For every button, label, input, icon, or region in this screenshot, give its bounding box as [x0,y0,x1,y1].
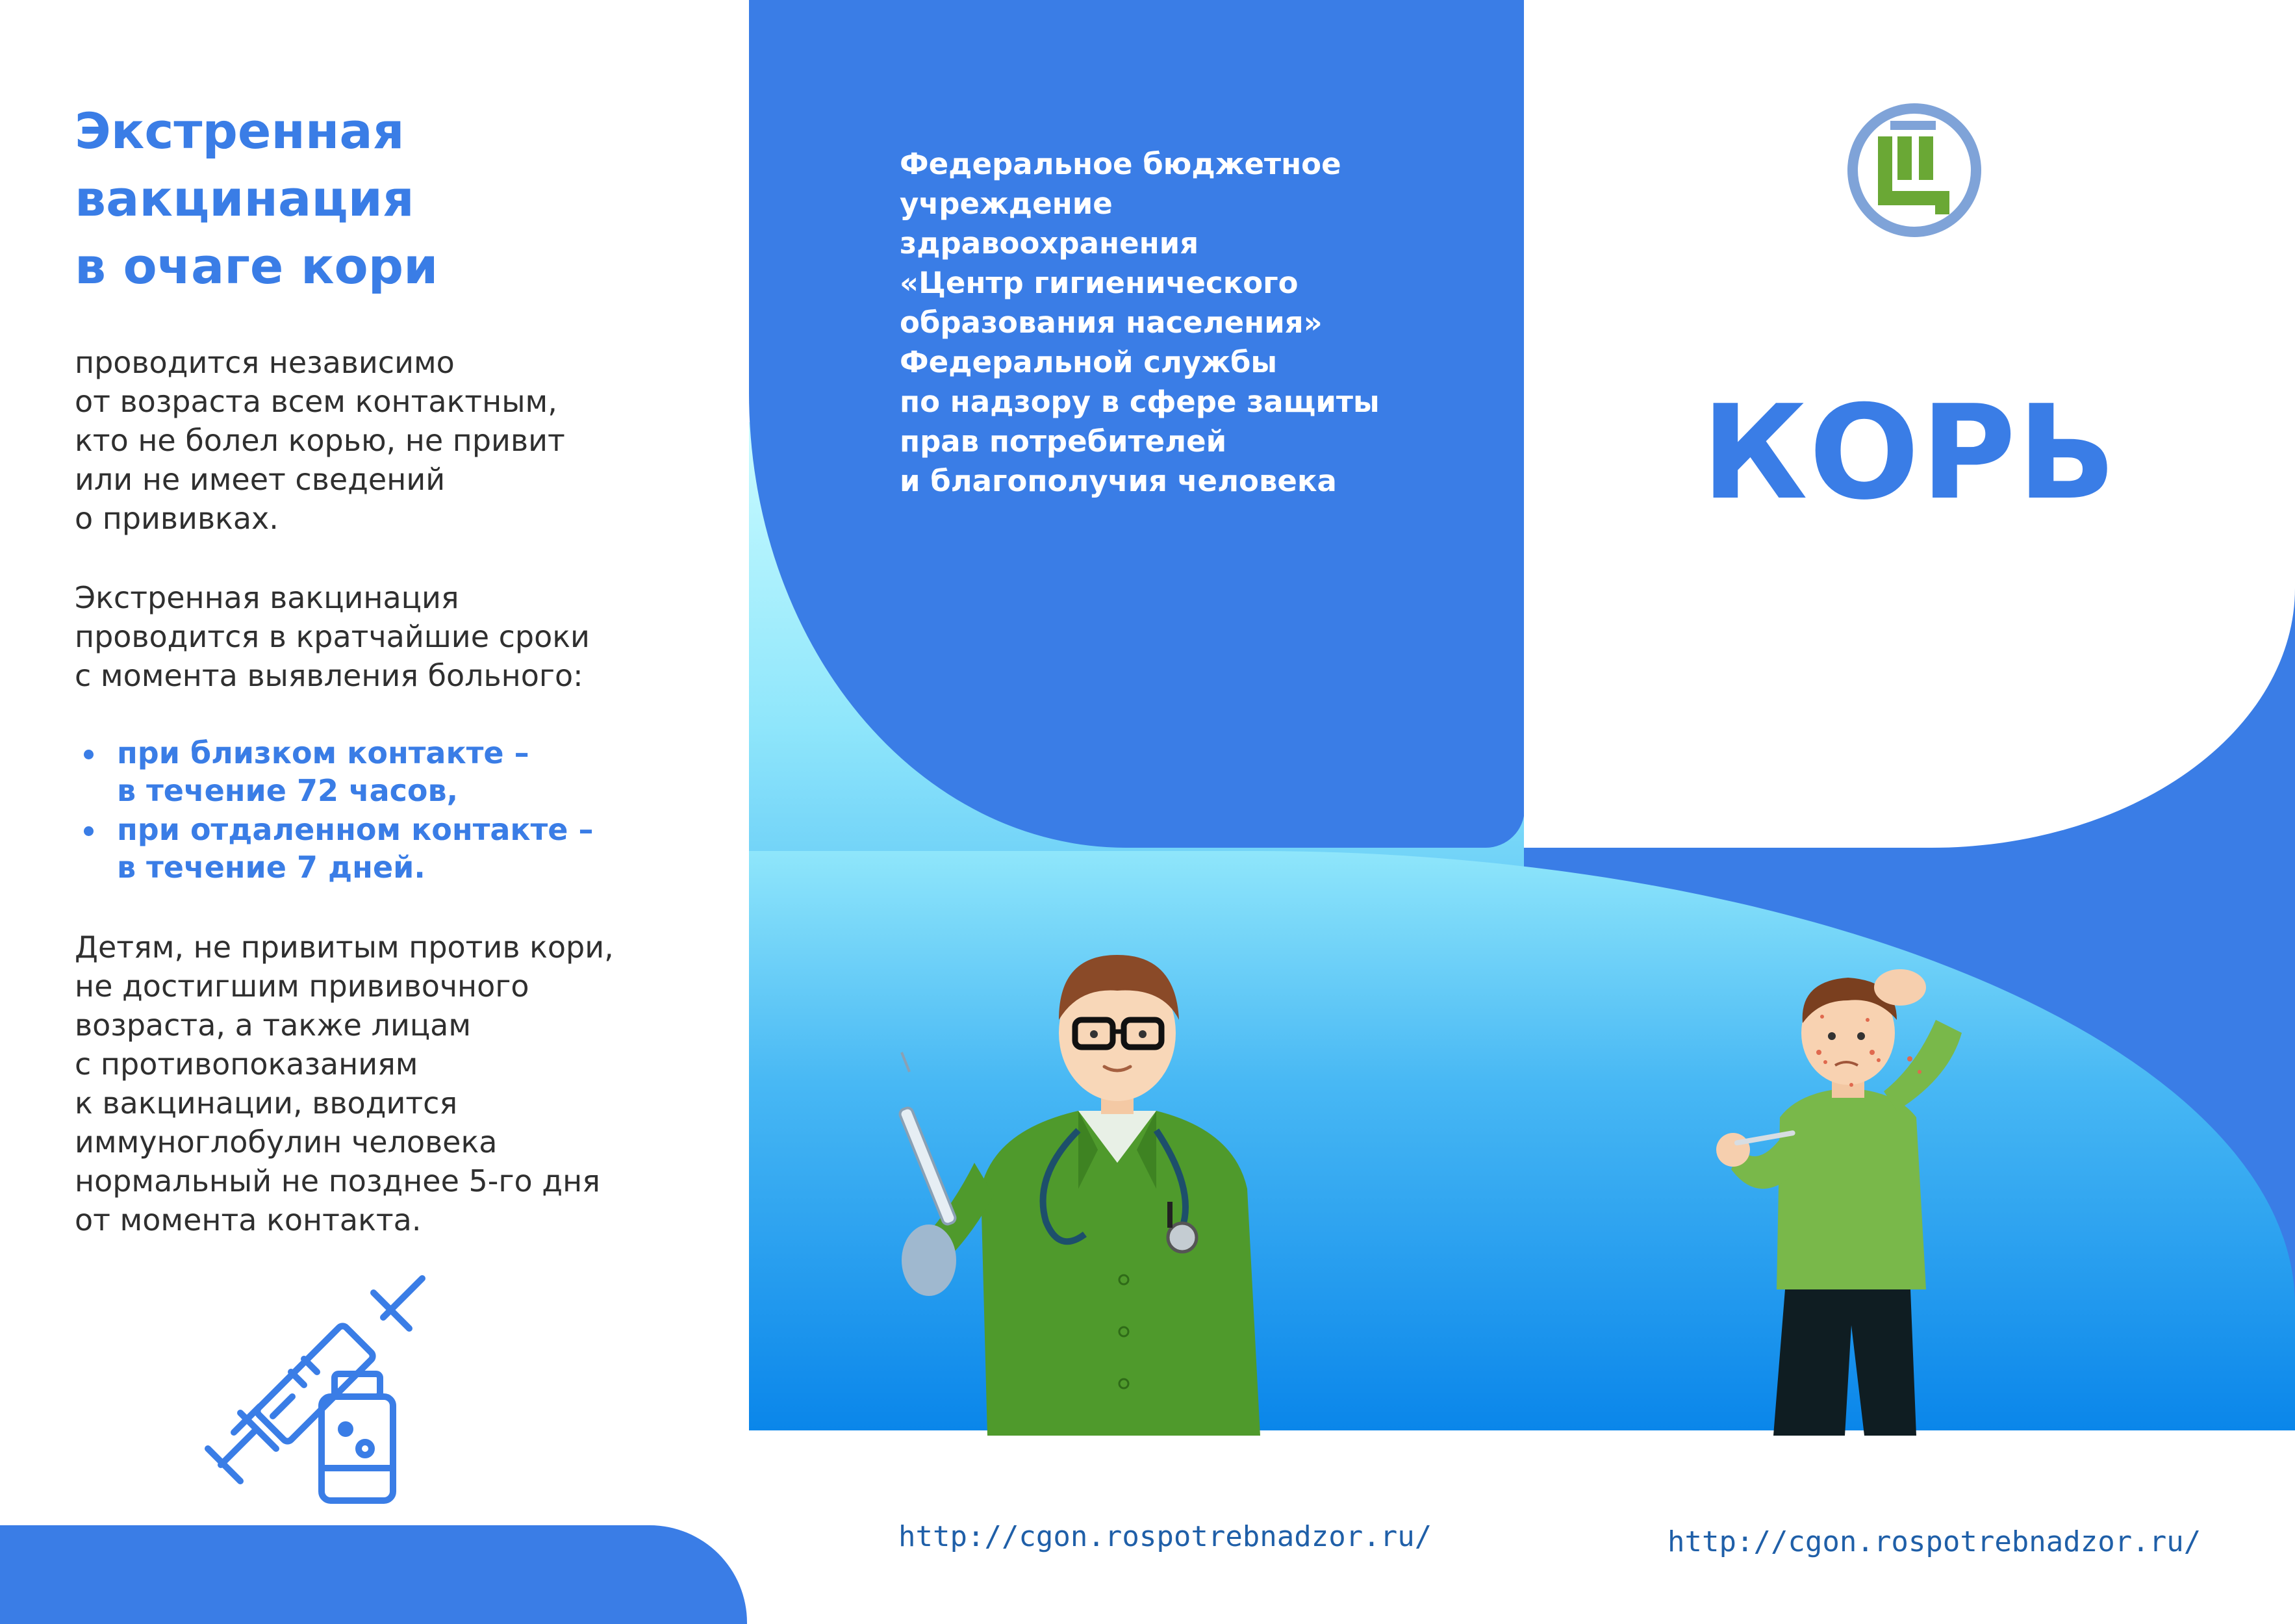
website-url-link[interactable]: http://cgon.rospotrebnadzor.ru/ [898,1520,1432,1553]
text-line: возраста, а также лицам [75,1008,472,1043]
org-line: и благополучия человека [900,464,1337,498]
bullet-line: при близком контакте – [117,735,529,770]
org-line: Федеральное бюджетное [900,147,1341,181]
sick-child-illustration [1702,935,2001,1436]
org-line: учреждение [900,186,1113,221]
text-line: не достигшим прививочного [75,969,529,1004]
left-bottom-decor-shape [0,1525,747,1624]
organization-name [900,144,1484,501]
text-line: проводится независимо [75,345,455,380]
text-line: Детям, не привитым против кори, [75,930,614,965]
org-line: Федеральной службы [900,345,1278,379]
text-line: с момента выявления больного: [75,658,583,693]
main-title: КОРЬ [1701,377,2118,529]
text-line: о прививках. [75,501,279,536]
bullet-line: в течение 72 часов, [117,773,459,808]
left-heading [75,97,724,300]
website-url-link[interactable]: http://cgon.rospotrebnadzor.ru/ [1667,1525,2201,1558]
org-line: «Центр гигиенического [900,266,1299,300]
text-line: от возраста всем контактным, [75,384,557,419]
text-line: Экстренная вакцинация [75,580,459,615]
paragraph-eligibility [75,343,724,538]
cgon-logo [1845,101,1984,240]
bullet-item-distant-contact [75,811,724,886]
text-line: от момента контакта. [75,1202,422,1237]
paragraph-timing [75,578,724,695]
bullet-item-close-contact [75,734,724,809]
text-line: иммуноглобулин человека [75,1124,498,1160]
org-line: прав потребителей [900,424,1227,459]
text-line: с противопоказаниям [75,1047,418,1082]
org-line: образования населения» [900,305,1323,340]
text-line: проводится в кратчайшие сроки [75,619,590,654]
bullet-line: в течение 7 дней. [117,850,425,885]
heading-line: вакцинация [75,170,414,227]
paragraph-immunoglobulin [75,928,724,1239]
org-line: по надзору в сфере защиты [900,385,1380,419]
text-line: или не имеет сведений [75,462,446,497]
bullet-line: при отдаленном контакте – [117,812,594,847]
text-line: кто не болел корью, не привит [75,423,565,458]
text-line: к вакцинации, вводится [75,1085,458,1121]
text-line: нормальный не позднее 5-го дня [75,1163,600,1199]
contact-bullet-list [75,734,724,887]
org-line: здравоохранения [900,226,1199,260]
syringe-and-vial-icon [195,1273,442,1507]
doctor-illustration [883,916,1286,1436]
heading-line: Экстренная [75,102,405,160]
heading-line: в очаге кори [75,237,438,295]
